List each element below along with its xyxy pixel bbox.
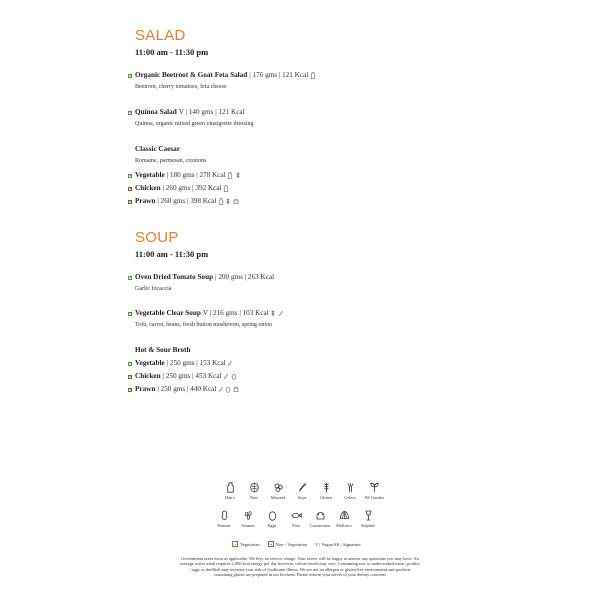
molluscs-icon	[339, 510, 350, 521]
sulphite-icon	[363, 510, 374, 521]
menu-item	[128, 273, 274, 292]
soya-icon	[278, 310, 284, 317]
legend-soya: Soya	[290, 482, 314, 500]
item-desc: Beetroot, cherry tomatoes, feta cheese	[135, 84, 227, 90]
legend-crustaceans: Crustaceans	[308, 510, 332, 528]
soya-icon	[227, 360, 233, 367]
legend-nuts: Nuts	[242, 482, 266, 500]
veg-mark-icon	[128, 174, 132, 178]
sesame-icon	[243, 510, 254, 521]
menu-item	[128, 309, 284, 328]
gluten-icon	[235, 172, 241, 179]
crustaceans-icon	[233, 386, 239, 393]
item-name: Hot & Sour Broth	[135, 346, 191, 354]
menu-item	[128, 71, 316, 90]
veg-mark-icon	[128, 111, 132, 115]
nonveg-mark-icon	[128, 187, 132, 191]
legend-molluscs: Molluscs	[332, 510, 356, 528]
soya-icon	[218, 386, 224, 393]
item-name: Vegetable Clear Soup	[135, 309, 201, 317]
variant-meta: | 250 gms | 453 Kcal	[162, 372, 222, 380]
item-desc: Garlic focaccia	[135, 286, 172, 292]
legend-eggs: Eggs	[260, 510, 284, 528]
fish-icon	[291, 510, 302, 521]
variant-meta: | 260 gms | 392 Kcal	[162, 184, 222, 192]
legend-sesame: Sesame	[236, 510, 260, 528]
variant-meta: | 180 gms | 278 Kcal	[166, 171, 226, 179]
crustaceans-icon	[315, 510, 326, 521]
salad-time: 11:00 am - 11:30 pm	[135, 47, 209, 57]
nonveg-mark-icon	[128, 388, 132, 392]
variant-meta: | 250 gms | 440 Kcal	[157, 385, 217, 393]
item-name: Classic Caesar	[135, 145, 180, 153]
legend-mustard: Mustard	[266, 482, 290, 500]
variant-name: Prawn	[135, 385, 156, 393]
item-meta: V | 216 gms | 103 Kcal	[202, 309, 269, 317]
menu-item-group	[128, 145, 206, 164]
eggs-icon	[267, 510, 278, 521]
veg-mark-icon	[128, 74, 132, 78]
nonveg-mark-icon	[128, 375, 132, 379]
legend-dairy: Dairy	[218, 482, 242, 500]
veg-mark-icon	[128, 362, 132, 366]
variant-row	[128, 372, 237, 381]
gluten-icon	[321, 482, 332, 493]
diet-key	[232, 541, 361, 547]
soup-title: SOUP	[135, 229, 179, 246]
dairy-icon	[227, 172, 233, 179]
legend-sulphite: Sulphite	[356, 510, 380, 528]
soya-icon	[223, 373, 229, 380]
legend-jw-garden: JW Garden	[362, 482, 386, 500]
variant-name: Chicken	[135, 372, 161, 380]
nuts-icon	[249, 482, 260, 493]
crustaceans-icon	[233, 198, 239, 205]
variant-row	[128, 197, 239, 206]
dairy-icon	[310, 72, 316, 79]
nonveg-key-icon	[268, 541, 274, 547]
soya-icon	[297, 482, 308, 493]
nonveg-mark-icon	[128, 200, 132, 204]
item-meta: | 200 gms | 263 Kcal	[215, 273, 275, 281]
dairy-icon	[223, 185, 229, 192]
legend-fish: Fish	[284, 510, 308, 528]
variant-name: Vegetable	[135, 359, 165, 367]
peanuts-icon	[219, 510, 230, 521]
variant-meta: | 260 gms | 398 Kcal	[157, 197, 217, 205]
item-name: Organic Beetroot & Goat Feta Salad	[135, 71, 248, 79]
variant-name: Vegetable	[135, 171, 165, 179]
gluten-icon	[225, 198, 231, 205]
soup-time: 11:00 am - 11:30 pm	[135, 249, 209, 259]
variant-name: Prawn	[135, 197, 156, 205]
menu-item	[128, 108, 254, 127]
variant-row	[128, 184, 229, 193]
allergen-legend-row-2	[212, 510, 380, 528]
legend-celery: Celery	[338, 482, 362, 500]
jw-garden-icon	[369, 482, 380, 493]
variant-meta: | 250 gms | 153 Kcal	[166, 359, 226, 367]
mustard-icon	[273, 482, 284, 493]
celery-icon	[345, 482, 356, 493]
gluten-icon	[270, 310, 276, 317]
legend-peanuts: Peanuts	[212, 510, 236, 528]
allergen-legend-row-1	[218, 482, 386, 500]
veg-key-icon	[232, 541, 238, 547]
item-name: Oven Dried Tomato Soup	[135, 273, 214, 281]
eggs-icon	[225, 386, 231, 393]
dairy-icon	[225, 482, 236, 493]
variant-name: Chicken	[135, 184, 161, 192]
item-meta: V | 140 gms | 121 Kcal	[178, 108, 245, 116]
dairy-icon	[218, 198, 224, 205]
item-name: Quinoa Salad	[135, 108, 177, 116]
veg-mark-icon	[128, 312, 132, 316]
variant-row	[128, 171, 241, 180]
item-desc: Tofu, carrot, beans, fresh button mushroom, spring onion	[135, 322, 273, 328]
salad-title: SALAD	[135, 27, 186, 44]
veg-mark-icon	[128, 276, 132, 280]
other-key-label: V | Vegan SK | Signature	[314, 541, 361, 547]
item-desc: Romaine, parmesan, croutons	[135, 158, 207, 164]
variant-row	[128, 385, 239, 394]
footnote: Government taxes extra as applicable. We levy no service charge. Your server will be happy to answer any questions you may have. An average active adult requires 2,000 kcal energy per day however, calorie needs may vary. Consuming raw or undercooked meat / poultry / eggs or shellfish may increase your risk of foodborne illness. We are not an allergen or gluten free environment and products containing gluten are prepared in our kitchens. Please inform your server of your dietary concerns	[180, 556, 420, 577]
item-desc: Quinoa, organic mixed green vinaigrette dressing	[135, 121, 254, 127]
nonveg-key-label: Non - Vegetarian	[275, 541, 307, 547]
legend-gluten: Gluten	[314, 482, 338, 500]
menu-item-group	[128, 346, 190, 355]
item-meta: | 176 gms | 121 Kcal	[249, 71, 309, 79]
eggs-icon	[231, 373, 237, 380]
veg-key-label: Vegetarian	[240, 541, 260, 547]
variant-row	[128, 359, 233, 368]
